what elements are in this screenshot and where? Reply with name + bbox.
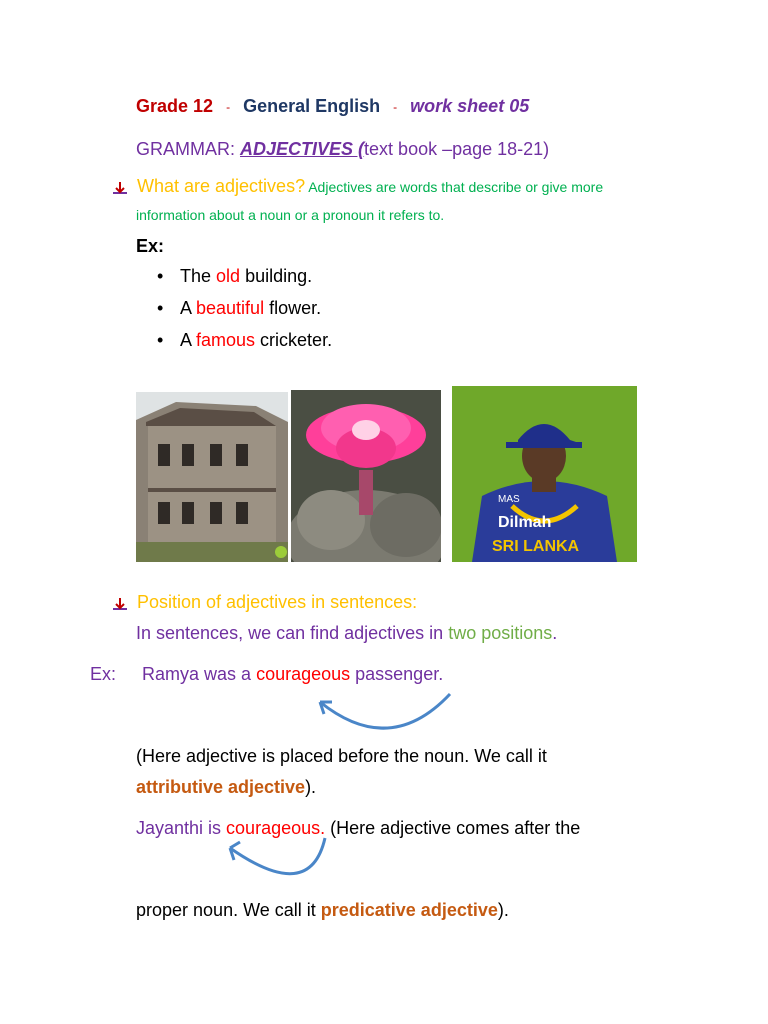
example2-adjective: courageous [256,664,351,684]
cricketer-image [452,386,637,562]
attributive-end: ). [305,777,317,797]
grammar-ref: text book –page 18-21) [364,139,550,159]
example-post: cricketer. [255,330,333,350]
curved-arrow-icon [210,834,340,886]
example-adjective: beautiful [196,298,265,318]
attributive-term: attributive adjective [136,777,306,797]
arrow-bullet-icon [113,598,127,612]
example2-post: passenger. [350,664,444,684]
list-item [160,298,321,319]
definition-question: What are adjectives? [137,176,306,196]
example-pre: A [180,330,197,350]
position-intro [136,623,557,644]
example2-label: Ex: [90,664,117,684]
subject-label: General English [243,96,381,116]
example-post: flower. [264,298,322,318]
predicative-term: predicative adjective [320,900,498,920]
position-intro-pre: In sentences, we can find adjectives in [136,623,449,643]
position-heading: Position of adjectives in sentences: [137,592,418,612]
grammar-prefix: GRAMMAR: [136,139,241,159]
worksheet-number: work sheet 05 [410,96,530,116]
arrow-bullet-icon [113,182,127,196]
worksheet-title [136,96,529,117]
predicative-end: ). [497,900,509,920]
grade-label: Grade 12 [136,96,214,116]
list-item [160,266,312,287]
title-separator: - [393,100,398,115]
position-intro-post: . [552,623,558,643]
definition-text-2: information about a noun or a pronoun it refers to. [136,207,445,223]
example-post: building. [240,266,313,286]
example-pre: The [180,266,217,286]
flower-image [291,390,441,562]
old-building-image [136,392,288,562]
definition-text: Adjectives are words that describe or give more [305,179,604,195]
jersey-country: SRI LANKA [492,538,580,555]
example-adjective: famous [196,330,256,350]
example2-pre: Ramya was a [142,664,257,684]
predicative-line-1 [136,818,580,839]
attributive-line-2 [136,777,316,798]
jersey-brand: Dilmah [498,514,552,531]
list-item [160,330,332,351]
predicative-rest: (Here adjective comes after the [325,818,581,838]
predicative-adjective: courageous. [226,818,326,838]
jersey-sponsor: MAS [498,494,520,505]
predicative-line-2 [136,900,509,921]
predicative-line2-pre: proper noun. We call it [136,900,321,920]
definition-line [137,176,603,197]
example-adjective: old [216,266,241,286]
position-intro-highlight: two positions [448,623,553,643]
title-separator: - [226,100,231,115]
example-pre: A [180,298,197,318]
curved-arrow-icon [300,688,460,734]
grammar-heading [136,139,549,160]
example-sentence-1 [90,664,443,685]
grammar-topic: ADJECTIVES ( [240,139,365,159]
attributive-line-1: (Here adjective is placed before the noun. We call it [136,746,547,766]
predicative-pre: Jayanthi is [136,818,227,838]
examples-label: Ex: [136,236,165,256]
